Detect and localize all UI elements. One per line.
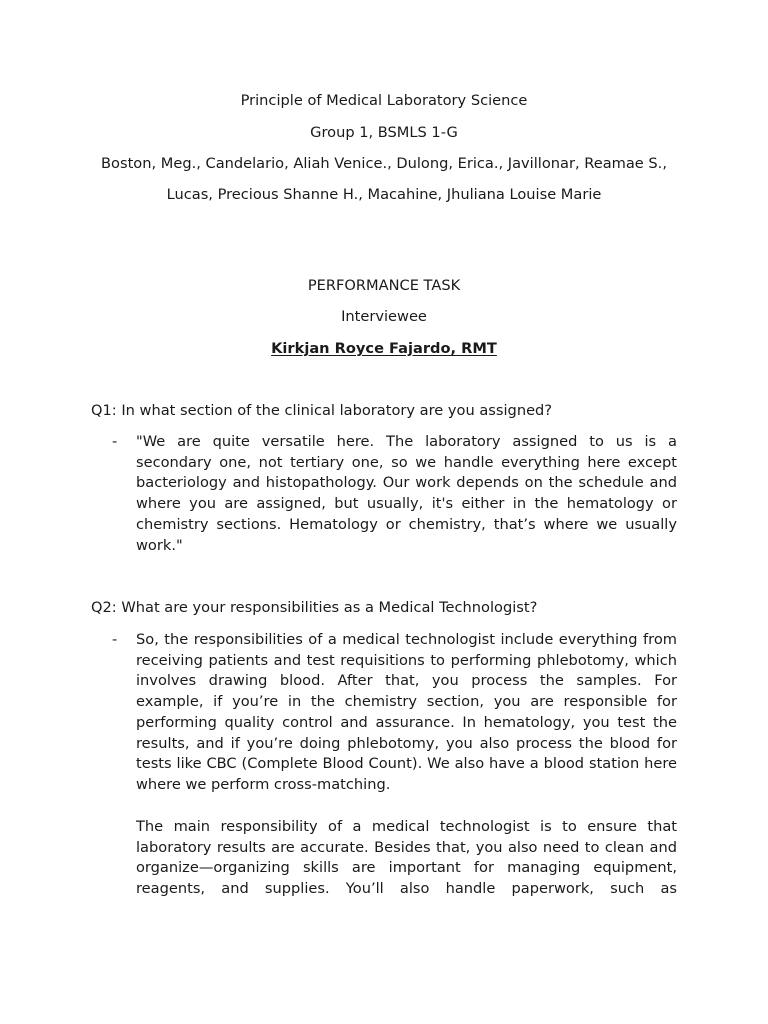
members-line-2: Lucas, Precious Shanne H., Macahine, Jhuliana Louise Marie [166,186,602,203]
task-title: PERFORMANCE TASK [307,277,461,294]
course-title: Principle of Medical Laboratory Science [240,92,528,109]
bullet-dash-1: - [112,433,118,450]
bullet-dash-2: - [112,631,118,648]
interviewee-name-line [0,339,768,359]
answer-1: "We are quite versatile here. The laboratory assigned to us is a secondary one, not tertiary one, so we handle everything here except bacteriology and histopathology. Our work depends on the schedule and where you are assigned, but usually, it's either in the hematology or chemistry sections. Hematology or chemistry, that’s where we usually work." [136,433,677,554]
members-line-1: Boston, Meg., Candelario, Aliah Venice., Dulong, Erica., Javillonar, Reamae S., [101,155,667,172]
question-2: Q2: What are your responsibilities as a Medical Technologist? [91,599,538,616]
answer-2-paragraph-2: The main responsibility of a medical technologist is to ensure that laboratory results are accurate. Besides that, you also need to clean and organize—organizing skills are important for managing equipment, reagents, and supplies. You’ll also handle paperwork, such as [136,818,677,898]
answer-2-continued-wrapper [136,817,677,900]
answer-2-paragraph-1: So, the responsibilities of a medical technologist include everything from receiving patients and test requisitions to performing phlebotomy, which involves drawing blood. After that, you process the samples. For example, if you’re in the chemistry section, you are responsible for performing quality control and assurance. In hematology, you test the results, and if you’re doing phlebotomy, you also process the blood for tests like CBC (Complete Blood Count). We also have a blood station here where we perform cross-matching. [136,631,677,793]
interviewee-name: Kirkjan Royce Fajardo, RMT [271,340,497,357]
interviewee-label: Interviewee [341,308,427,325]
group-line: Group 1, BSMLS 1-G [310,124,458,141]
question-1: Q1: In what section of the clinical laboratory are you assigned? [91,402,553,419]
